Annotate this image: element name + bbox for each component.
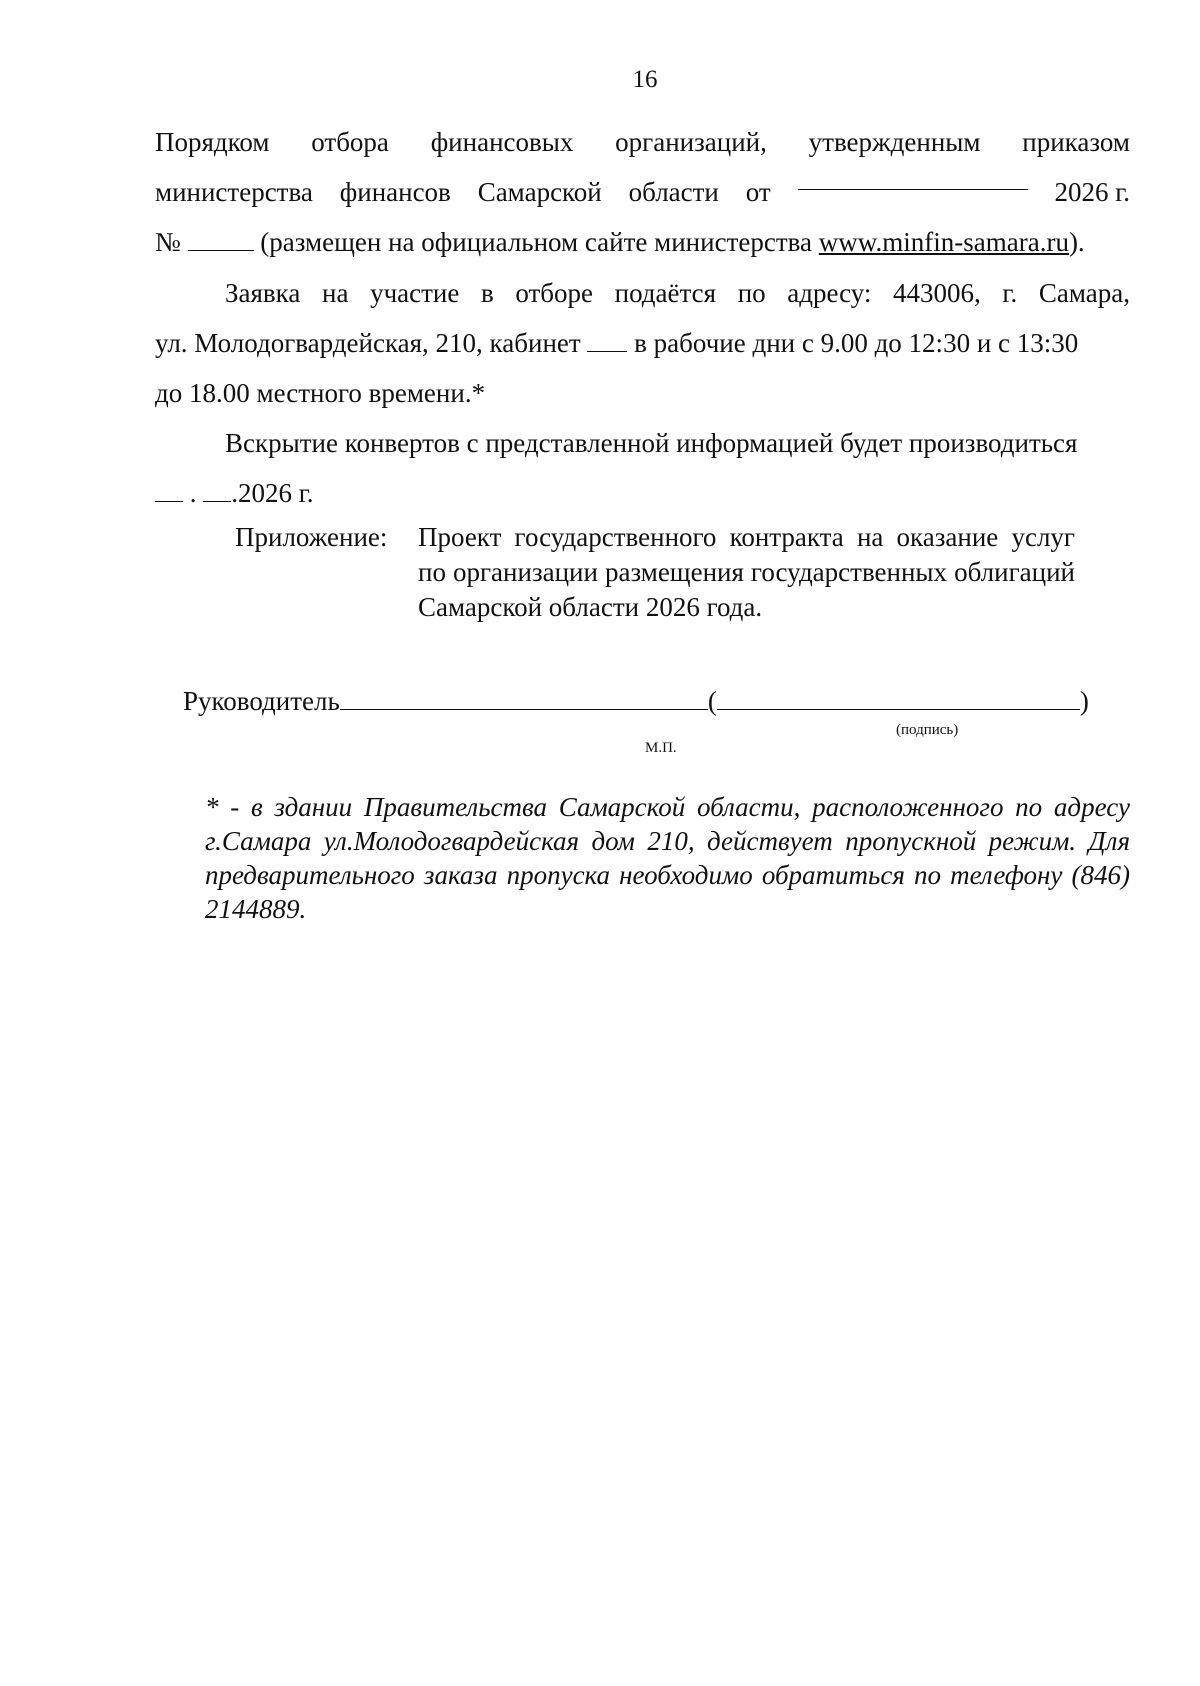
word: области: [628, 177, 719, 207]
word: участие: [370, 278, 460, 308]
paragraph-application-address: [155, 268, 1130, 418]
paragraph1-line2: [155, 167, 1130, 217]
name-line: [717, 683, 1080, 710]
word: г.: [1002, 278, 1018, 308]
paragraph-envelope-opening: [155, 418, 1130, 518]
paragraph2-line3: до 18.00 местного времени.*: [155, 378, 486, 408]
signature-caption: (подпись): [896, 722, 959, 738]
word: 443006,: [893, 278, 981, 308]
paragraph2-line2: [155, 318, 1130, 368]
paragraph1-line1: [155, 117, 1130, 167]
ministry-website-link[interactable]: www.minfin-samara.ru: [818, 227, 1069, 257]
word: в: [480, 278, 494, 308]
date-separator: .: [189, 478, 197, 508]
word: на: [322, 278, 349, 308]
order-number-blank: [188, 228, 254, 251]
signature-block: [183, 683, 1089, 719]
appendix-label: Приложение:: [235, 522, 388, 552]
paragraph2-line1: [155, 268, 1130, 318]
word: адресу:: [787, 278, 872, 308]
word: приказом: [1022, 127, 1130, 157]
word: Порядком: [155, 127, 270, 157]
word: утвержденным: [808, 127, 981, 157]
word: организаций,: [615, 127, 767, 157]
paragraph3-line2: [155, 468, 1130, 518]
office-number-blank: [587, 329, 627, 352]
paragraph1-line3: [155, 217, 1130, 267]
opening-year: .2026 г.: [231, 478, 314, 508]
word: подаётся: [614, 278, 717, 308]
page-number: 16: [632, 66, 658, 93]
word: от: [745, 177, 771, 207]
word: Заявка: [225, 278, 301, 308]
site-note-end: ).: [1068, 227, 1085, 257]
appendix-text: Проект государственного контракта на оказание услуг по организации размещения государственных облигаций Самарской области 2026 года.: [418, 522, 1075, 622]
word: отбора: [311, 127, 389, 157]
year: 2026 г.: [1054, 177, 1130, 207]
word: по: [737, 278, 766, 308]
address-text: ул. Молодогвардейская, 210, кабинет: [155, 328, 581, 358]
number-sign: №: [155, 227, 181, 257]
close-paren: ): [1079, 686, 1089, 716]
date-blank: [798, 167, 1028, 190]
working-hours-text: в рабочие дни с 9.00 до 12:30 и с 13:30: [634, 328, 1079, 358]
word: Самарской: [477, 177, 602, 207]
word: отборе: [515, 278, 594, 308]
paragraph3-line1: Вскрытие конвертов с представленной информацией будет производиться: [225, 428, 1078, 458]
paragraph-selection-order: [155, 117, 1130, 267]
site-note: (размещен на официальном сайте министерства: [260, 227, 813, 257]
word: Самара,: [1038, 278, 1130, 308]
word: финансов: [339, 177, 451, 207]
signatory-label: Руководитель: [183, 686, 340, 716]
signature-line: [340, 683, 708, 710]
open-paren: (: [707, 686, 717, 716]
stamp-caption: М.П.: [645, 740, 677, 756]
month-blank: [203, 479, 231, 502]
word: финансовых: [430, 127, 574, 157]
day-blank: [155, 479, 183, 502]
word: министерства: [155, 177, 313, 207]
footnote: * - в здании Правительства Самарской области, расположенного по адресу г.Самара ул.Молодогвардейская дом 210, действует пропускной режим. Для предварительного заказа пропуска необходимо обратиться по телефону (846) 2144889.: [205, 792, 1130, 924]
